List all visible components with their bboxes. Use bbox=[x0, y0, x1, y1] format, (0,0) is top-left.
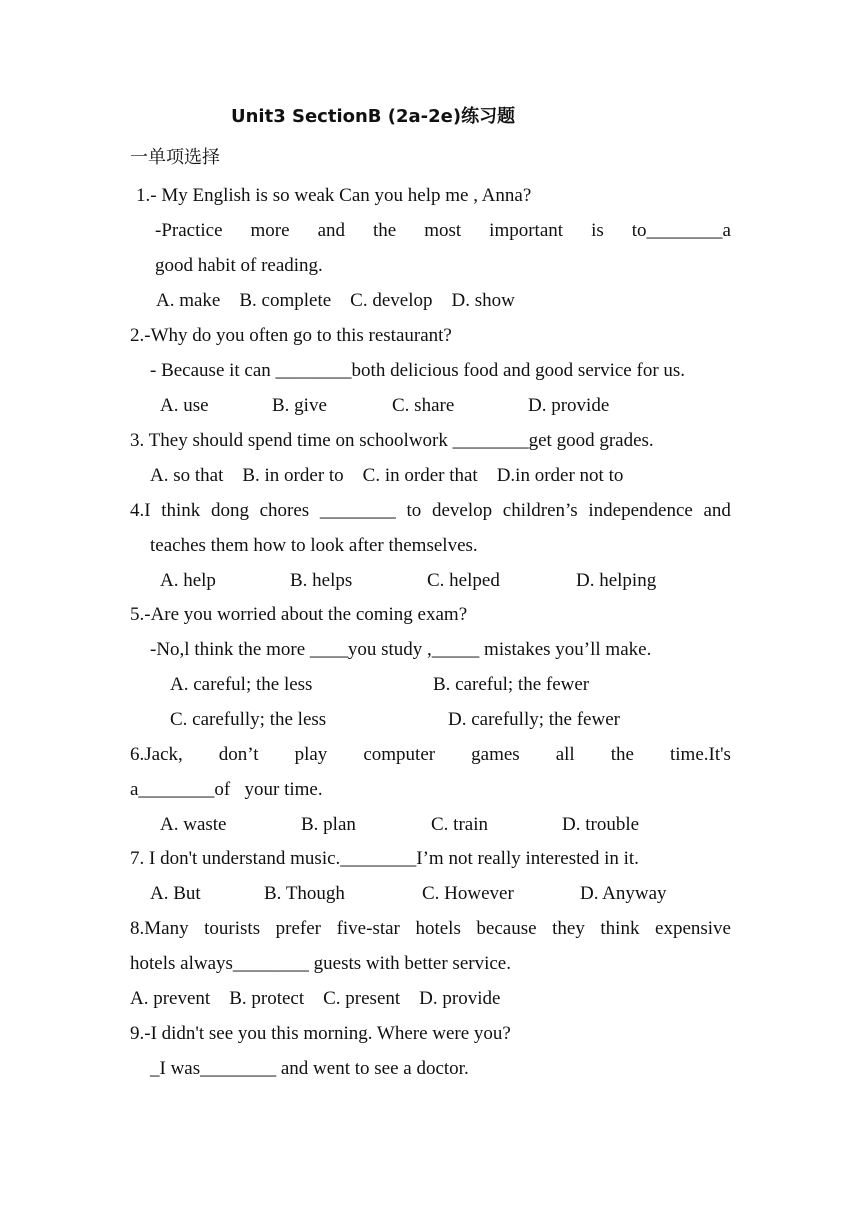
question-4-option-d: D. helping bbox=[576, 570, 657, 591]
question-5-option-d: D. carefully; the fewer bbox=[448, 709, 620, 730]
word: 8.Many bbox=[130, 918, 189, 939]
page-title: Unit3 SectionB (2a-2e)练习题 bbox=[231, 106, 516, 127]
word: computer bbox=[363, 744, 436, 765]
word: children’s bbox=[502, 500, 578, 521]
question-4-option-c: C. helped bbox=[427, 570, 500, 591]
word: to bbox=[406, 500, 422, 521]
question-5-line-2: -No,l think the more ____you study ,_____ mistakes you’ll make. bbox=[150, 639, 652, 660]
word: independence bbox=[588, 500, 693, 521]
question-5-option-c: C. carefully; the less bbox=[170, 709, 327, 730]
question-3-options: A. so that B. in order to C. in order that D.in order not to bbox=[150, 465, 624, 486]
question-7-option-d: D. Anyway bbox=[580, 883, 667, 904]
word: develop bbox=[431, 500, 493, 521]
word: play bbox=[294, 744, 328, 765]
word: games bbox=[471, 744, 520, 765]
word: the bbox=[610, 744, 634, 765]
question-7-option-c: C. However bbox=[422, 883, 514, 904]
question-4-option-a: A. help bbox=[160, 570, 216, 591]
question-6-option-b: B. plan bbox=[301, 814, 356, 835]
question-3-stem: 3. They should spend time on schoolwork ________get good grades. bbox=[130, 430, 654, 451]
question-1-line-3: good habit of reading. bbox=[155, 255, 323, 276]
question-9-line-2: _I was________ and went to see a doctor. bbox=[150, 1058, 469, 1079]
question-4-line-1 bbox=[130, 499, 731, 523]
question-7-option-b: B. Though bbox=[264, 883, 345, 904]
word: tourists bbox=[204, 918, 261, 939]
word: hotels bbox=[415, 918, 461, 939]
word: most bbox=[424, 220, 462, 241]
question-1-line-2 bbox=[155, 219, 731, 243]
word: more bbox=[250, 220, 290, 241]
question-8-line-1 bbox=[130, 917, 731, 941]
question-5-stem: 5.-Are you worried about the coming exam? bbox=[130, 604, 468, 625]
question-7-stem: 7. I don't understand music.________I’m not really interested in it. bbox=[130, 848, 639, 869]
question-7-option-a: A. But bbox=[150, 883, 201, 904]
question-1-stem: 1.- My English is so weak Can you help me , Anna? bbox=[136, 185, 532, 206]
word: don’t bbox=[218, 744, 259, 765]
word: because bbox=[476, 918, 537, 939]
word: chores bbox=[259, 500, 310, 521]
question-2-line-2: - Because it can ________both delicious food and good service for us. bbox=[150, 360, 686, 381]
word: time.It's bbox=[670, 744, 731, 765]
word: is bbox=[591, 220, 604, 241]
word: expensive bbox=[655, 918, 731, 939]
question-6-line-2: a________of your time. bbox=[130, 779, 323, 800]
question-2-option-b: B. give bbox=[272, 395, 327, 416]
word: they bbox=[552, 918, 585, 939]
question-9-stem: 9.-I didn't see you this morning. Where were you? bbox=[130, 1023, 511, 1044]
question-6-line-1 bbox=[130, 743, 731, 767]
word: think bbox=[161, 500, 201, 521]
question-8-options: A. prevent B. protect C. present D. provide bbox=[130, 988, 501, 1009]
question-6-option-d: D. trouble bbox=[562, 814, 640, 835]
question-5-option-b: B. careful; the fewer bbox=[433, 674, 590, 695]
word: dong bbox=[210, 500, 249, 521]
word: all bbox=[555, 744, 575, 765]
section-heading: 一单项选择 bbox=[130, 147, 220, 168]
word: -Practice bbox=[155, 220, 223, 241]
word: and bbox=[703, 500, 731, 521]
word: ________ bbox=[319, 500, 396, 521]
word: 6.Jack, bbox=[130, 744, 183, 765]
word: think bbox=[600, 918, 640, 939]
word: five-star bbox=[336, 918, 400, 939]
question-5-option-a: A. careful; the less bbox=[170, 674, 313, 695]
question-2-option-d: D. provide bbox=[528, 395, 610, 416]
question-6-option-c: C. train bbox=[431, 814, 488, 835]
word: 4.I bbox=[130, 500, 151, 521]
word: the bbox=[373, 220, 397, 241]
question-2-stem: 2.-Why do you often go to this restaurant? bbox=[130, 325, 452, 346]
question-4-option-b: B. helps bbox=[290, 570, 353, 591]
word: important bbox=[489, 220, 564, 241]
question-1-options: A. make B. complete C. develop D. show bbox=[156, 290, 515, 311]
question-2-option-c: C. share bbox=[392, 395, 455, 416]
word: to________a bbox=[631, 220, 731, 241]
word: prefer bbox=[275, 918, 322, 939]
word: and bbox=[317, 220, 345, 241]
question-6-option-a: A. waste bbox=[160, 814, 227, 835]
question-4-line-2: teaches them how to look after themselves. bbox=[150, 535, 478, 556]
question-2-option-a: A. use bbox=[160, 395, 209, 416]
question-8-line-2: hotels always________ guests with better service. bbox=[130, 953, 511, 974]
